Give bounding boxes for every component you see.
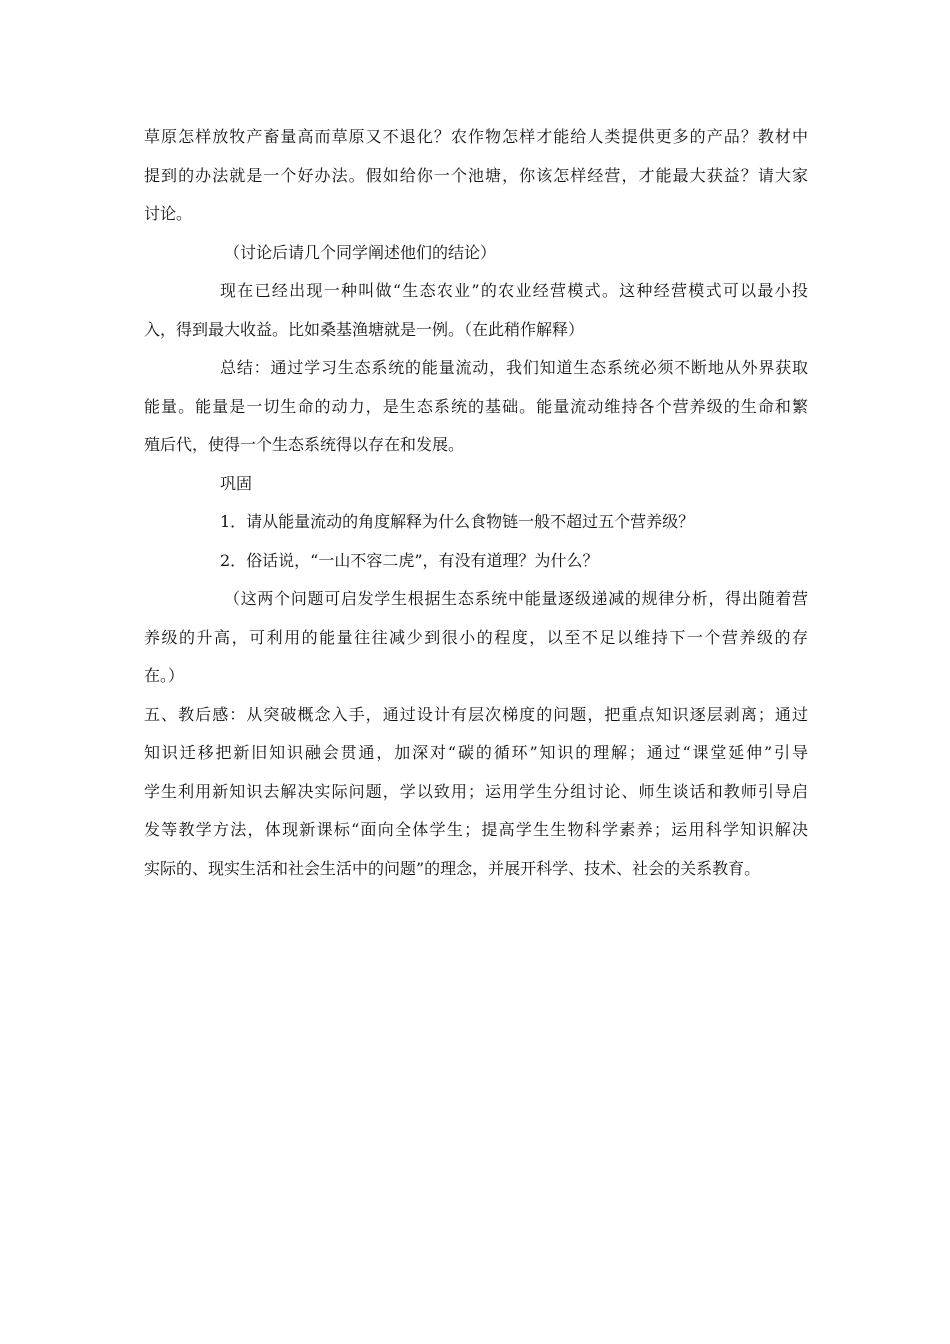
text-line: 现在已经出现一种叫做“生态农业”的农业经营模式。这种经营模式可以最小投: [220, 281, 808, 300]
text-line: 五、教后感：从突破概念入手，通过设计有层次梯度的问题，把重点知识逐层剥离；通过: [144, 704, 808, 724]
text-line: 提到的办法就是一个好办法。假如给你一个池塘，你该怎样经营，才能最大获益？请大家: [144, 165, 808, 185]
text-line: 殖后代，使得一个生态系统得以存在和发展。: [144, 435, 465, 454]
text-line: 在。）: [144, 666, 185, 685]
text-line: 学生利用新知识去解决实际问题，学以致用；运用学生分组讨论、师生谈话和教师引导启: [144, 781, 808, 801]
text-line: （这两个问题可启发学生根据生态系统中能量逐级递减的规律分析，得出随着营: [224, 589, 808, 608]
text-line: 实际的、现实生活和社会生活中的问题”的理念，并展开科学、技术、社会的关系教育。: [144, 858, 761, 878]
text-line: 总结：通过学习生态系统的能量流动，我们知道生态系统必须不断地从外界获取: [220, 358, 808, 377]
text-line: （讨论后请几个同学阐述他们的结论）: [224, 242, 497, 262]
text-line: 养级的升高，可利用的能量往往减少到很小的程度，以至不足以维持下一个营养级的存: [144, 627, 808, 647]
text-line: 2．俗话说，“一山不容二虎”，有没有道理？为什么？: [220, 550, 599, 570]
text-line: 入，得到最大收益。比如桑基渔塘就是一例。（在此稍作解释）: [144, 319, 585, 339]
text-line: 发等教学方法，体现新课标“面向全体学生；提高学生生物科学素养；运用科学知识解决: [144, 820, 808, 839]
text-line: 巩固: [220, 473, 253, 493]
document-body: [144, 118, 808, 888]
text-line: 讨论。: [144, 204, 193, 223]
text-line: 能量。能量是一切生命的动力，是生态系统的基础。能量流动维持各个营养级的生命和繁: [144, 396, 808, 416]
text-line: 知识迁移把新旧知识融会贯通，加深对“碳的循环”知识的理解；通过“课堂延伸”引导: [144, 743, 808, 762]
text-line: 草原怎样放牧产畜量高而草原又不退化？农作物怎样才能给人类提供更多的产品？教材中: [144, 127, 808, 146]
text-line: 1．请从能量流动的角度解释为什么食物链一般不超过五个营养级？: [220, 512, 695, 531]
